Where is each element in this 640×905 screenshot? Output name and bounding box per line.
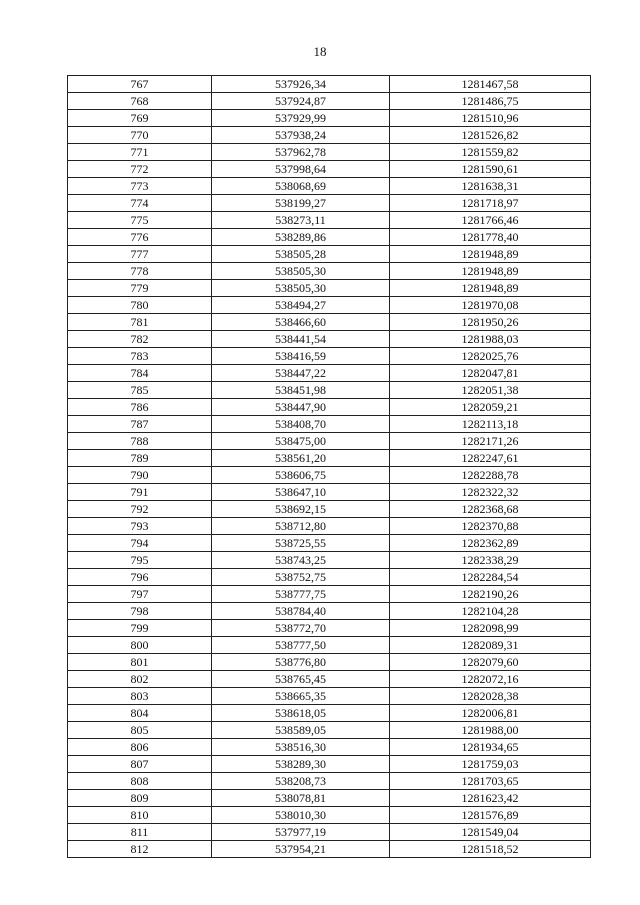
table-row — [68, 246, 591, 263]
y-coordinate-cell: 1282284,54 — [390, 569, 591, 586]
y-coordinate-cell: 1281948,89 — [390, 246, 591, 263]
table-row — [68, 603, 591, 620]
point-number-cell: 772 — [68, 161, 212, 178]
page-number: 18 — [313, 44, 327, 59]
x-coordinate-cell: 538505,30 — [212, 280, 390, 297]
y-coordinate-cell: 1282113,18 — [390, 416, 591, 433]
y-coordinate-cell: 1281988,03 — [390, 331, 591, 348]
table-row — [68, 688, 591, 705]
x-coordinate-cell: 538078,81 — [212, 790, 390, 807]
table-row — [68, 501, 591, 518]
x-coordinate-cell: 538743,25 — [212, 552, 390, 569]
x-coordinate-cell: 537977,19 — [212, 824, 390, 841]
x-coordinate-cell: 538589,05 — [212, 722, 390, 739]
x-coordinate-cell: 538777,75 — [212, 586, 390, 603]
point-number-cell: 771 — [68, 144, 212, 161]
table-row — [68, 586, 591, 603]
point-number-cell: 812 — [68, 841, 212, 858]
table-row — [68, 314, 591, 331]
table-row — [68, 773, 591, 790]
point-number-cell: 785 — [68, 382, 212, 399]
y-coordinate-cell: 1281778,40 — [390, 229, 591, 246]
x-coordinate-cell: 538010,30 — [212, 807, 390, 824]
point-number-cell: 791 — [68, 484, 212, 501]
table-row — [68, 110, 591, 127]
point-number-cell: 787 — [68, 416, 212, 433]
table-row — [68, 127, 591, 144]
x-coordinate-cell: 538505,28 — [212, 246, 390, 263]
point-number-cell: 804 — [68, 705, 212, 722]
table-row — [68, 841, 591, 858]
table-row — [68, 552, 591, 569]
x-coordinate-cell: 538494,27 — [212, 297, 390, 314]
table-row — [68, 433, 591, 450]
point-number-cell: 789 — [68, 450, 212, 467]
point-number-cell: 788 — [68, 433, 212, 450]
table-row — [68, 348, 591, 365]
table-row — [68, 178, 591, 195]
table-row — [68, 263, 591, 280]
point-number-cell: 778 — [68, 263, 212, 280]
y-coordinate-cell: 1282051,38 — [390, 382, 591, 399]
y-coordinate-cell: 1282047,81 — [390, 365, 591, 382]
x-coordinate-cell: 538505,30 — [212, 263, 390, 280]
y-coordinate-cell: 1281759,03 — [390, 756, 591, 773]
x-coordinate-cell: 538665,35 — [212, 688, 390, 705]
table-row — [68, 671, 591, 688]
y-coordinate-cell: 1282370,88 — [390, 518, 591, 535]
table-row — [68, 93, 591, 110]
x-coordinate-cell: 538451,98 — [212, 382, 390, 399]
point-number-cell: 805 — [68, 722, 212, 739]
x-coordinate-cell: 538447,90 — [212, 399, 390, 416]
table-row — [68, 331, 591, 348]
point-number-cell: 809 — [68, 790, 212, 807]
y-coordinate-cell: 1282104,28 — [390, 603, 591, 620]
y-coordinate-cell: 1282098,99 — [390, 620, 591, 637]
x-coordinate-cell: 537924,87 — [212, 93, 390, 110]
x-coordinate-cell: 538776,80 — [212, 654, 390, 671]
table-row — [68, 637, 591, 654]
table-row — [68, 365, 591, 382]
x-coordinate-cell: 538068,69 — [212, 178, 390, 195]
point-number-cell: 774 — [68, 195, 212, 212]
table-row — [68, 739, 591, 756]
point-number-cell: 792 — [68, 501, 212, 518]
y-coordinate-cell: 1282089,31 — [390, 637, 591, 654]
y-coordinate-cell: 1281703,65 — [390, 773, 591, 790]
x-coordinate-cell: 538606,75 — [212, 467, 390, 484]
y-coordinate-cell: 1282288,78 — [390, 467, 591, 484]
x-coordinate-cell: 537962,78 — [212, 144, 390, 161]
table-row — [68, 790, 591, 807]
table-row — [68, 161, 591, 178]
y-coordinate-cell: 1281638,31 — [390, 178, 591, 195]
x-coordinate-cell: 538447,22 — [212, 365, 390, 382]
point-number-cell: 773 — [68, 178, 212, 195]
y-coordinate-cell: 1282368,68 — [390, 501, 591, 518]
x-coordinate-cell: 538692,15 — [212, 501, 390, 518]
table-row — [68, 569, 591, 586]
point-number-cell: 786 — [68, 399, 212, 416]
coordinates-table — [67, 75, 591, 858]
y-coordinate-cell: 1281576,89 — [390, 807, 591, 824]
point-number-cell: 803 — [68, 688, 212, 705]
table-row — [68, 705, 591, 722]
point-number-cell: 781 — [68, 314, 212, 331]
y-coordinate-cell: 1281970,08 — [390, 297, 591, 314]
table-row — [68, 382, 591, 399]
point-number-cell: 782 — [68, 331, 212, 348]
y-coordinate-cell: 1282322,32 — [390, 484, 591, 501]
point-number-cell: 806 — [68, 739, 212, 756]
point-number-cell: 770 — [68, 127, 212, 144]
y-coordinate-cell: 1281948,89 — [390, 280, 591, 297]
y-coordinate-cell: 1281766,46 — [390, 212, 591, 229]
table-row — [68, 824, 591, 841]
table-row — [68, 535, 591, 552]
x-coordinate-cell: 538441,54 — [212, 331, 390, 348]
table-row — [68, 450, 591, 467]
table-row — [68, 467, 591, 484]
point-number-cell: 794 — [68, 535, 212, 552]
coordinates-table-body — [68, 76, 591, 858]
point-number-cell: 767 — [68, 76, 212, 93]
y-coordinate-cell: 1282028,38 — [390, 688, 591, 705]
table-row — [68, 229, 591, 246]
y-coordinate-cell: 1281948,89 — [390, 263, 591, 280]
y-coordinate-cell: 1281590,61 — [390, 161, 591, 178]
point-number-cell: 793 — [68, 518, 212, 535]
y-coordinate-cell: 1281549,04 — [390, 824, 591, 841]
y-coordinate-cell: 1281988,00 — [390, 722, 591, 739]
x-coordinate-cell: 537998,64 — [212, 161, 390, 178]
table-row — [68, 212, 591, 229]
table-row — [68, 297, 591, 314]
point-number-cell: 798 — [68, 603, 212, 620]
table-row — [68, 518, 591, 535]
x-coordinate-cell: 538408,70 — [212, 416, 390, 433]
y-coordinate-cell: 1281510,96 — [390, 110, 591, 127]
table-row — [68, 807, 591, 824]
x-coordinate-cell: 538289,86 — [212, 229, 390, 246]
point-number-cell: 768 — [68, 93, 212, 110]
point-number-cell: 810 — [68, 807, 212, 824]
point-number-cell: 790 — [68, 467, 212, 484]
point-number-cell: 800 — [68, 637, 212, 654]
y-coordinate-cell: 1282338,29 — [390, 552, 591, 569]
point-number-cell: 808 — [68, 773, 212, 790]
x-coordinate-cell: 538289,30 — [212, 756, 390, 773]
y-coordinate-cell: 1281934,65 — [390, 739, 591, 756]
table-row — [68, 722, 591, 739]
table-row — [68, 756, 591, 773]
y-coordinate-cell: 1281486,75 — [390, 93, 591, 110]
y-coordinate-cell: 1282171,26 — [390, 433, 591, 450]
point-number-cell: 780 — [68, 297, 212, 314]
x-coordinate-cell: 538772,70 — [212, 620, 390, 637]
table-row — [68, 280, 591, 297]
point-number-cell: 799 — [68, 620, 212, 637]
point-number-cell: 796 — [68, 569, 212, 586]
point-number-cell: 779 — [68, 280, 212, 297]
x-coordinate-cell: 538712,80 — [212, 518, 390, 535]
point-number-cell: 777 — [68, 246, 212, 263]
x-coordinate-cell: 538273,11 — [212, 212, 390, 229]
x-coordinate-cell: 538765,45 — [212, 671, 390, 688]
x-coordinate-cell: 538561,20 — [212, 450, 390, 467]
y-coordinate-cell: 1281718,97 — [390, 195, 591, 212]
y-coordinate-cell: 1282059,21 — [390, 399, 591, 416]
table-row — [68, 76, 591, 93]
table-row — [68, 416, 591, 433]
table-row — [68, 399, 591, 416]
x-coordinate-cell: 538777,50 — [212, 637, 390, 654]
x-coordinate-cell: 538516,30 — [212, 739, 390, 756]
x-coordinate-cell: 537954,21 — [212, 841, 390, 858]
x-coordinate-cell: 538466,60 — [212, 314, 390, 331]
y-coordinate-cell: 1281518,52 — [390, 841, 591, 858]
point-number-cell: 776 — [68, 229, 212, 246]
x-coordinate-cell: 537929,99 — [212, 110, 390, 127]
x-coordinate-cell: 537926,34 — [212, 76, 390, 93]
x-coordinate-cell: 538752,75 — [212, 569, 390, 586]
x-coordinate-cell: 538725,55 — [212, 535, 390, 552]
x-coordinate-cell: 538199,27 — [212, 195, 390, 212]
point-number-cell: 795 — [68, 552, 212, 569]
y-coordinate-cell: 1282006,81 — [390, 705, 591, 722]
y-coordinate-cell: 1282362,89 — [390, 535, 591, 552]
x-coordinate-cell: 538416,59 — [212, 348, 390, 365]
point-number-cell: 784 — [68, 365, 212, 382]
y-coordinate-cell: 1281526,82 — [390, 127, 591, 144]
table-row — [68, 195, 591, 212]
x-coordinate-cell: 538647,10 — [212, 484, 390, 501]
point-number-cell: 801 — [68, 654, 212, 671]
x-coordinate-cell: 538618,05 — [212, 705, 390, 722]
x-coordinate-cell: 538208,73 — [212, 773, 390, 790]
y-coordinate-cell: 1281559,82 — [390, 144, 591, 161]
point-number-cell: 797 — [68, 586, 212, 603]
table-row — [68, 144, 591, 161]
x-coordinate-cell: 538475,00 — [212, 433, 390, 450]
y-coordinate-cell: 1282247,61 — [390, 450, 591, 467]
y-coordinate-cell: 1282025,76 — [390, 348, 591, 365]
table-row — [68, 654, 591, 671]
point-number-cell: 811 — [68, 824, 212, 841]
y-coordinate-cell: 1282072,16 — [390, 671, 591, 688]
y-coordinate-cell: 1282079,60 — [390, 654, 591, 671]
table-row — [68, 620, 591, 637]
y-coordinate-cell: 1281467,58 — [390, 76, 591, 93]
point-number-cell: 802 — [68, 671, 212, 688]
point-number-cell: 775 — [68, 212, 212, 229]
table-row — [68, 484, 591, 501]
point-number-cell: 783 — [68, 348, 212, 365]
point-number-cell: 769 — [68, 110, 212, 127]
point-number-cell: 807 — [68, 756, 212, 773]
y-coordinate-cell: 1281623,42 — [390, 790, 591, 807]
y-coordinate-cell: 1281950,26 — [390, 314, 591, 331]
x-coordinate-cell: 537938,24 — [212, 127, 390, 144]
x-coordinate-cell: 538784,40 — [212, 603, 390, 620]
y-coordinate-cell: 1282190,26 — [390, 586, 591, 603]
